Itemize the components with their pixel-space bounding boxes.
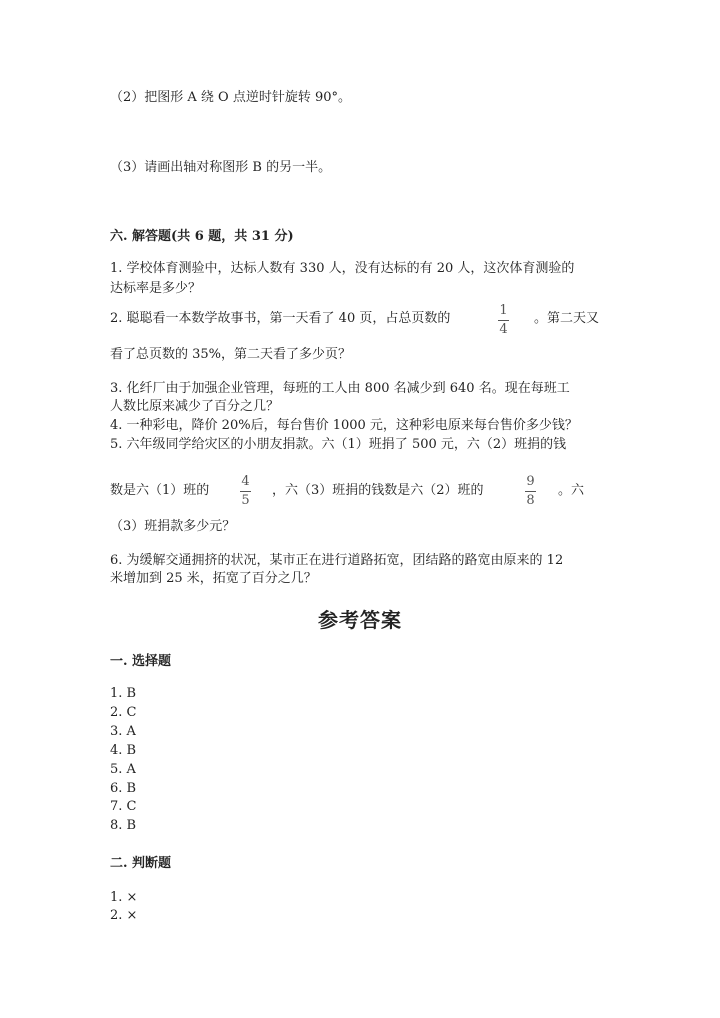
q5-fraction-2-numerator: 9 [526, 474, 535, 489]
fraction-bar [498, 320, 509, 321]
q1-line-2: 达标率是多少？ [110, 281, 202, 296]
section-heading-6: 六. 解答题(共 6 题，共 31 分) [110, 229, 294, 244]
answer-item: 7. C [110, 799, 137, 814]
q2-line-2: 看了总页数的 35%，第二天看了多少页？ [110, 347, 352, 362]
question-item-2: （2）把图形 A 绕 O 点逆时针旋转 90°。 [110, 90, 352, 105]
answer-item: 2. C [110, 705, 137, 720]
q5-line-2a: 数是六（1）班的 [110, 483, 210, 498]
q2-fraction-denominator: 4 [499, 322, 508, 337]
q5-fraction-1-denominator: 5 [241, 493, 250, 508]
answer-item: 6. B [110, 781, 137, 796]
q2-fraction-numerator: 1 [499, 303, 508, 318]
q6-line-2: 米增加到 25 米，拓宽了百分之几？ [110, 571, 317, 586]
q4-line-1: 4. 一种彩电，降价 20%后，每台售价 1000 元，这种彩电原来每台售价多少钱？ [110, 418, 578, 433]
question-item-3: （3）请画出轴对称图形 B 的另一半。 [110, 160, 332, 175]
answers-title: 参考答案 [318, 608, 402, 632]
q5-fraction-2 [525, 475, 536, 508]
fraction-bar [240, 491, 251, 492]
q6-line-1: 6. 为缓解交通拥挤的状况，某市正在进行道路拓宽，团结路的路宽由原来的 12 [110, 553, 564, 568]
answer-item: 2. × [110, 908, 138, 923]
fraction-bar [525, 491, 536, 492]
q3-line-1: 3. 化纤厂由于加强企业管理，每班的工人由 800 名减少到 640 名。现在每班工 [110, 381, 570, 396]
answer-item: 4. B [110, 743, 137, 758]
answers-section-1-heading: 一. 选择题 [110, 654, 172, 669]
q2-fraction [498, 304, 509, 337]
answers-section-2-heading: 二. 判断题 [110, 856, 172, 871]
q3-line-2: 人数比原来减少了百分之几？ [110, 399, 280, 414]
q5-fraction-2-denominator: 8 [526, 493, 535, 508]
answer-item: 5. A [110, 762, 136, 777]
q5-line-3: （3）班捐款多少元？ [110, 519, 236, 534]
q2-line-1b: 。第二天又 [534, 311, 600, 326]
q2-line-1a: 2. 聪聪看一本数学故事书，第一天看了 40 页，占总页数的 [110, 311, 451, 326]
q5-line-2b: ，六（3）班捐的钱数是六（2）班的 [272, 483, 484, 498]
answer-item: 1. × [110, 890, 138, 905]
q5-line-1: 5. 六年级同学给灾区的小朋友捐款。六（1）班捐了 500 元，六（2）班捐的钱 [110, 437, 567, 452]
answer-item: 3. A [110, 724, 136, 739]
q5-fraction-1-numerator: 4 [241, 474, 250, 489]
q1-line-1: 1. 学校体育测验中，达标人数有 330 人，没有达标的有 20 人，这次体育测验的 [110, 261, 575, 276]
q5-fraction-1 [240, 475, 251, 508]
answer-item: 8. B [110, 818, 137, 833]
q5-line-2c: 。六 [558, 483, 585, 498]
answer-item: 1. B [110, 686, 137, 701]
